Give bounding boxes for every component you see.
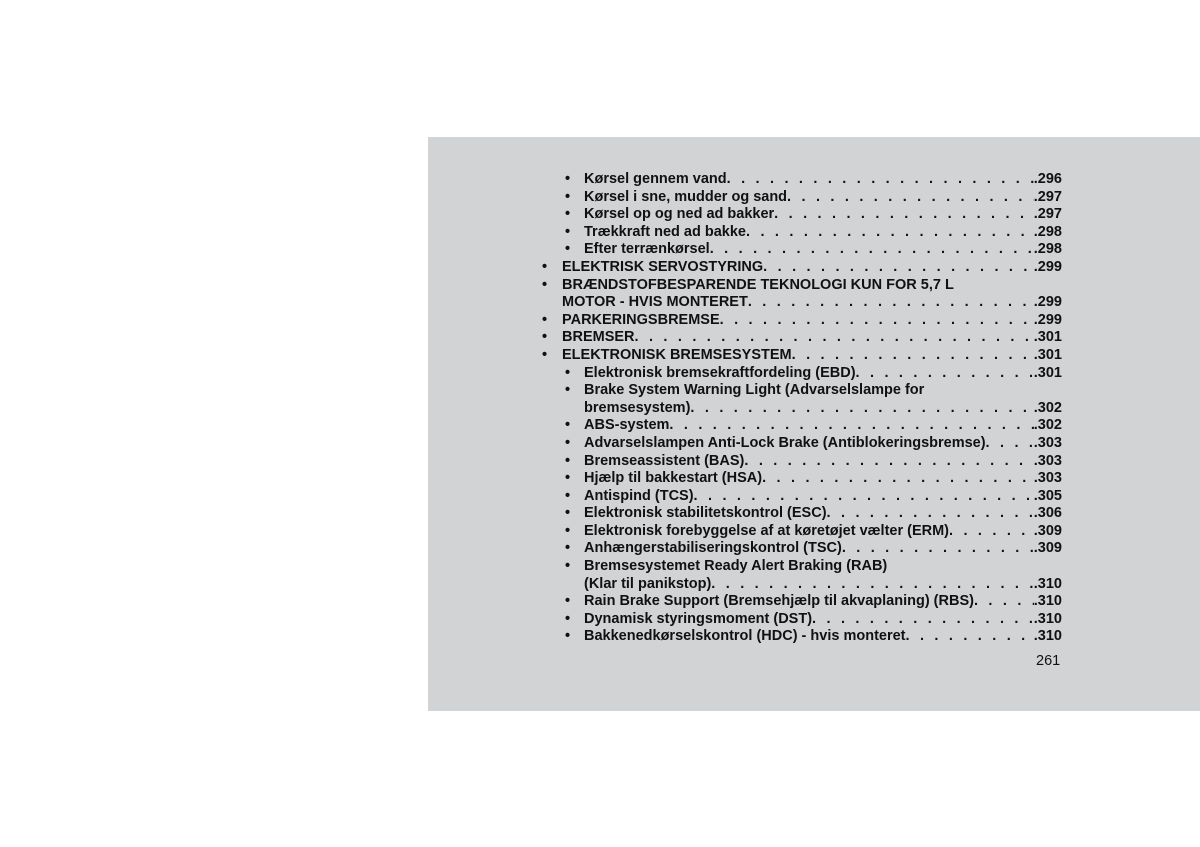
bullet-icon: • bbox=[565, 206, 571, 223]
bullet-icon: • bbox=[565, 470, 571, 487]
toc-page-ref: .302 bbox=[1033, 399, 1062, 416]
bullet-icon: • bbox=[565, 540, 571, 557]
toc-entry-title: Elektronisk bremsekraftfordeling (EBD) bbox=[584, 364, 856, 381]
toc-entry-line bbox=[584, 470, 1062, 488]
toc-page-ref: .310 bbox=[1033, 610, 1062, 627]
toc-entry-line bbox=[584, 206, 1062, 224]
toc-page-ref: .299 bbox=[1033, 311, 1062, 328]
toc-entry-line bbox=[562, 259, 1062, 277]
dot-leader bbox=[727, 171, 1034, 189]
toc-entry-line bbox=[584, 382, 1062, 400]
toc-entry-title: Kørsel i sne, mudder og sand bbox=[584, 188, 788, 205]
toc-entry-line bbox=[584, 576, 1062, 594]
dot-leader bbox=[694, 488, 1034, 506]
toc-page-ref: .310 bbox=[1033, 575, 1062, 592]
toc-entry[interactable] bbox=[532, 347, 1062, 365]
toc-entry-title: Brake System Warning Light (Advarselslampe for bbox=[584, 382, 925, 399]
dot-leader bbox=[842, 540, 1034, 558]
toc-entry-title: Bremsesystemet Ready Alert Braking (RAB) bbox=[584, 558, 888, 575]
bullet-icon: • bbox=[565, 522, 571, 539]
dot-leader bbox=[949, 523, 1034, 541]
toc-page-ref: .299 bbox=[1033, 294, 1062, 311]
toc-entry-line bbox=[584, 189, 1062, 207]
dot-leader bbox=[856, 365, 1034, 383]
toc-entry-title: Advarselslampen Anti-Lock Brake (Antiblokeringsbremse) bbox=[584, 434, 986, 451]
toc-entry-title: Antispind (TCS) bbox=[584, 487, 694, 504]
bullet-icon: • bbox=[542, 329, 548, 346]
toc-entry-line bbox=[584, 400, 1062, 418]
toc-entry-title: ABS-system bbox=[584, 417, 670, 434]
toc-entry-title: BRÆNDSTOFBESPARENDE TEKNOLOGI KUN FOR 5,7 L bbox=[562, 276, 954, 293]
toc-entry-line bbox=[584, 611, 1062, 629]
toc-entry-title: (Klar til panikstop) bbox=[584, 575, 712, 592]
toc-page-ref: .303 bbox=[1033, 470, 1062, 487]
toc-entry[interactable] bbox=[532, 206, 1062, 224]
toc-page-ref: .301 bbox=[1033, 346, 1062, 363]
toc-entry[interactable] bbox=[532, 611, 1062, 629]
toc-entry[interactable] bbox=[532, 259, 1062, 277]
toc-entry[interactable] bbox=[532, 470, 1062, 488]
bullet-icon: • bbox=[542, 346, 548, 363]
toc-entry-line bbox=[562, 347, 1062, 365]
dot-leader bbox=[744, 453, 1033, 471]
toc-page-ref: .305 bbox=[1033, 487, 1062, 504]
toc-entry[interactable] bbox=[532, 540, 1062, 558]
bullet-icon: • bbox=[565, 188, 571, 205]
dot-leader bbox=[720, 312, 1034, 330]
toc-entry-line bbox=[584, 505, 1062, 523]
bullet-icon: • bbox=[565, 171, 571, 187]
toc-entry[interactable] bbox=[532, 241, 1062, 259]
toc-entry[interactable] bbox=[532, 312, 1062, 330]
toc-page-ref: .299 bbox=[1033, 258, 1062, 275]
bullet-icon: • bbox=[565, 610, 571, 627]
toc-entry[interactable] bbox=[532, 171, 1062, 189]
toc-page-ref: .297 bbox=[1033, 206, 1062, 223]
toc-entry[interactable] bbox=[532, 277, 1062, 312]
toc-entry-line bbox=[584, 241, 1062, 259]
toc-entry-line bbox=[584, 224, 1062, 242]
toc-entry-line bbox=[584, 435, 1062, 453]
bullet-icon: • bbox=[542, 276, 548, 293]
dot-leader bbox=[748, 294, 1034, 312]
table-of-contents bbox=[532, 171, 1062, 646]
dot-leader bbox=[774, 206, 1034, 224]
toc-entry-line bbox=[584, 453, 1062, 471]
bullet-icon: • bbox=[565, 558, 571, 575]
toc-page-ref: .309 bbox=[1033, 540, 1062, 557]
dot-leader bbox=[986, 435, 1034, 453]
toc-page-ref: .309 bbox=[1033, 522, 1062, 539]
toc-entry-title: BREMSER bbox=[562, 329, 635, 346]
toc-entry-line bbox=[584, 523, 1062, 541]
bullet-icon: • bbox=[565, 593, 571, 610]
toc-entry-line bbox=[562, 277, 1062, 295]
bullet-icon: • bbox=[542, 258, 548, 275]
toc-entry-title: Dynamisk styringsmoment (DST) bbox=[584, 610, 813, 627]
page-number: 261 bbox=[1036, 653, 1061, 669]
dot-leader bbox=[792, 347, 1034, 365]
bullet-icon: • bbox=[565, 505, 571, 522]
dot-leader bbox=[746, 224, 1034, 242]
toc-entry-title: Elektronisk stabilitetskontrol (ESC) bbox=[584, 505, 827, 522]
toc-entry-title: Kørsel gennem vand bbox=[584, 171, 727, 187]
toc-entry-title: Hjælp til bakkestart (HSA) bbox=[584, 470, 763, 487]
bullet-icon: • bbox=[565, 417, 571, 434]
toc-entry[interactable] bbox=[532, 505, 1062, 523]
bullet-icon: • bbox=[565, 452, 571, 469]
bullet-icon: • bbox=[565, 487, 571, 504]
dot-leader bbox=[827, 505, 1034, 523]
toc-entry-line bbox=[562, 294, 1062, 312]
dot-leader bbox=[635, 329, 1034, 347]
toc-page-ref: .298 bbox=[1033, 241, 1062, 258]
toc-page-ref: .301 bbox=[1033, 364, 1062, 381]
toc-entry[interactable] bbox=[532, 224, 1062, 242]
toc-entry[interactable] bbox=[532, 453, 1062, 471]
toc-entry[interactable] bbox=[532, 628, 1062, 646]
dot-leader bbox=[812, 611, 1034, 629]
dot-leader bbox=[669, 417, 1033, 435]
toc-entry-line bbox=[584, 365, 1062, 383]
toc-entry[interactable] bbox=[532, 435, 1062, 453]
toc-entry-title: Efter terrænkørsel bbox=[584, 241, 710, 258]
toc-entry[interactable] bbox=[532, 365, 1062, 383]
toc-entry-title: Kørsel op og ned ad bakker bbox=[584, 206, 775, 223]
toc-entry-line bbox=[562, 312, 1062, 330]
toc-entry-line bbox=[584, 488, 1062, 506]
bullet-icon: • bbox=[565, 628, 571, 645]
toc-page-ref: .310 bbox=[1033, 593, 1062, 610]
toc-entry-line bbox=[584, 558, 1062, 576]
toc-entry-line bbox=[584, 417, 1062, 435]
dot-leader bbox=[787, 189, 1034, 207]
toc-entry[interactable] bbox=[532, 417, 1062, 435]
bullet-icon: • bbox=[565, 434, 571, 451]
toc-entry-title: Elektronisk forebyggelse af at køretøjet vælter (ERM) bbox=[584, 522, 950, 539]
toc-entry[interactable] bbox=[532, 382, 1062, 417]
toc-entry[interactable] bbox=[532, 558, 1062, 593]
toc-page-ref: .296 bbox=[1033, 171, 1062, 187]
toc-entry[interactable] bbox=[532, 523, 1062, 541]
toc-entry-title: Rain Brake Support (Bremsehjælp til akvaplaning) (RBS) bbox=[584, 593, 974, 610]
toc-entry-title: MOTOR - HVIS MONTERET bbox=[562, 294, 748, 311]
toc-entry-line bbox=[584, 171, 1062, 189]
dot-leader bbox=[762, 470, 1034, 488]
toc-entry-line bbox=[562, 329, 1062, 347]
dot-leader bbox=[690, 400, 1033, 418]
toc-entry-title: PARKERINGSBREMSE bbox=[562, 311, 720, 328]
toc-entry-title: Trækkraft ned ad bakke bbox=[584, 223, 746, 240]
toc-entry-title: bremsesystem) bbox=[584, 399, 691, 416]
toc-entry[interactable] bbox=[532, 488, 1062, 506]
toc-page-ref: .306 bbox=[1033, 505, 1062, 522]
toc-page-ref: .298 bbox=[1033, 223, 1062, 240]
toc-page-ref: .303 bbox=[1033, 434, 1062, 451]
bullet-icon: • bbox=[565, 364, 571, 381]
bullet-icon: • bbox=[542, 311, 548, 328]
toc-entry-title: ELEKTRISK SERVOSTYRING bbox=[562, 258, 764, 275]
dot-leader bbox=[906, 628, 1034, 646]
toc-entry-title: Anhængerstabiliseringskontrol (TSC) bbox=[584, 540, 842, 557]
toc-entry[interactable] bbox=[532, 329, 1062, 347]
toc-entry-line bbox=[584, 628, 1062, 646]
bullet-icon: • bbox=[565, 223, 571, 240]
toc-entry-line bbox=[584, 593, 1062, 611]
dot-leader bbox=[710, 241, 1034, 259]
toc-entry-title: Bakkenedkørselskontrol (HDC) - hvis monteret bbox=[584, 628, 906, 645]
bullet-icon: • bbox=[565, 241, 571, 258]
toc-entry[interactable] bbox=[532, 593, 1062, 611]
toc-page-ref: .297 bbox=[1033, 188, 1062, 205]
toc-page-ref: .303 bbox=[1033, 452, 1062, 469]
toc-entry[interactable] bbox=[532, 189, 1062, 207]
toc-page-ref: .301 bbox=[1033, 329, 1062, 346]
toc-page-ref: .310 bbox=[1033, 628, 1062, 645]
dot-leader bbox=[763, 259, 1034, 277]
dot-leader bbox=[974, 593, 1034, 611]
toc-page-ref: .302 bbox=[1033, 417, 1062, 434]
toc-entry-title: ELEKTRONISK BREMSESYSTEM bbox=[562, 346, 792, 363]
bullet-icon: • bbox=[565, 382, 571, 399]
toc-entry-line bbox=[584, 540, 1062, 558]
toc-entry-title: Bremseassistent (BAS) bbox=[584, 452, 745, 469]
dot-leader bbox=[711, 576, 1033, 594]
